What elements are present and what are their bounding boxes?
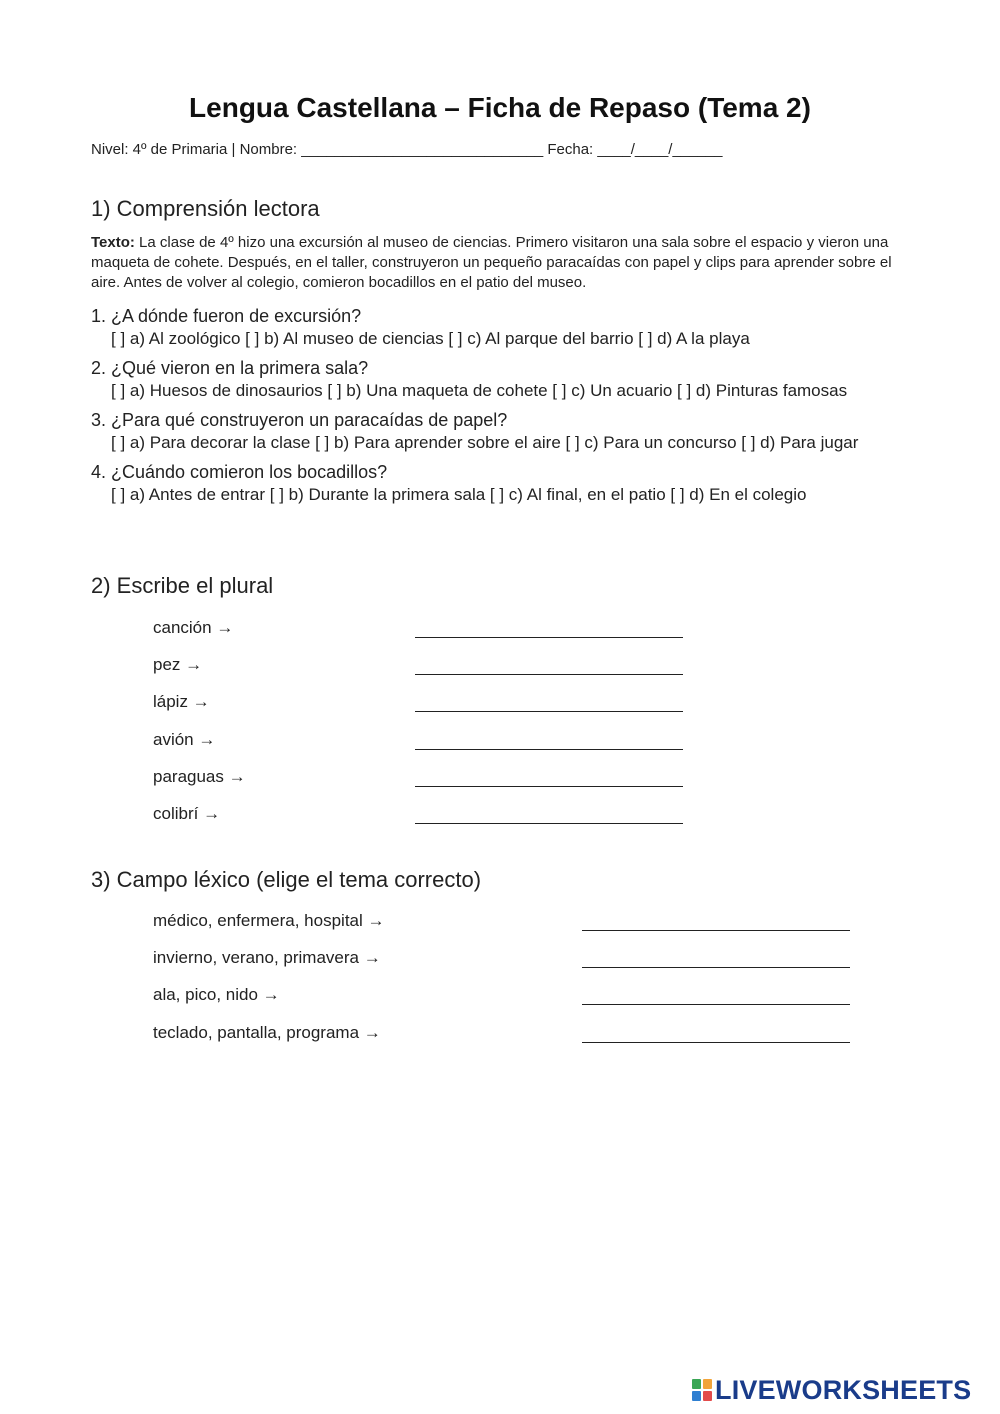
question-3-text: 3. ¿Para qué construyeron un paracaídas de papel? <box>91 410 508 430</box>
question-2 <box>91 357 921 403</box>
plural-word: colibrí → <box>153 803 221 823</box>
plural-word: lápiz → <box>153 692 210 712</box>
plural-word: canción → <box>153 618 234 637</box>
question-1-options[interactable]: [ ] a) Al zoológico [ ] b) Al museo de ciencias [ ] c) Al parque del barrio [ ] d) A la playa <box>111 329 750 348</box>
question-3-options[interactable]: [ ] a) Para decorar la clase [ ] b) Para aprender sobre el aire [ ] c) Para un concurso [ ] d) Para jugar <box>111 433 859 452</box>
lexico-answer-line[interactable] <box>582 910 850 931</box>
liveworksheets-logo <box>692 1376 971 1404</box>
lexico-words: invierno, verano, primavera → <box>153 948 381 968</box>
question-4-options[interactable]: [ ] a) Antes de entrar [ ] b) Durante la primera sala [ ] c) Al final, en el patio [ ] d) En el colegio <box>111 485 807 504</box>
question-1-text: 1. ¿A dónde fueron de excursión? <box>91 306 362 326</box>
reading-text <box>91 233 911 293</box>
lexico-answer-line[interactable] <box>582 1022 850 1043</box>
page-title: Lengua Castellana – Ficha de Repaso (Tema 2) <box>189 92 811 123</box>
question-4-text: 4. ¿Cuándo comieron los bocadillos? <box>91 462 388 482</box>
logo-text: LIVEWORKSHEETS <box>715 1374 972 1405</box>
question-1 <box>91 305 921 351</box>
plural-word: avión → <box>153 729 216 749</box>
logo-square-red <box>703 1391 712 1401</box>
lexico-answer-line[interactable] <box>582 984 850 1005</box>
plural-word: pez → <box>153 655 203 675</box>
question-2-options[interactable]: [ ] a) Huesos de dinosaurios [ ] b) Una maqueta de cohete [ ] c) Un acuario [ ] d) Pinturas famosas <box>111 381 848 400</box>
plural-answer-line[interactable] <box>415 691 683 712</box>
question-list <box>91 305 921 513</box>
logo-square-orange <box>703 1379 712 1389</box>
logo-square-blue <box>692 1391 701 1401</box>
lexico-words: teclado, pantalla, programa → <box>153 1022 381 1042</box>
plural-answer-line[interactable] <box>415 729 683 750</box>
reading-text-body: La clase de 4º hizo una excursión al museo de ciencias. Primero visitaron una sala sobre el espacio y vieron una maqueta de cohete. Después, en el taller, construyeron un pequeño paracaídas con papel y clips para aprender sobre el aire. Antes de volver al colegio, comieron bocadillos en el patio del museo. <box>91 234 892 291</box>
plural-answer-line[interactable] <box>415 766 683 787</box>
logo-square-green <box>692 1379 701 1389</box>
reading-text-label: Texto: <box>91 234 135 251</box>
lexico-words: ala, pico, nido → <box>153 985 280 1005</box>
section-2-title: 2) Escribe el plural <box>91 573 274 598</box>
plural-answer-line[interactable] <box>415 803 683 824</box>
question-3 <box>91 409 921 455</box>
lexico-answer-line[interactable] <box>582 947 850 968</box>
plural-word: paraguas → <box>153 766 246 786</box>
section-3-title: 3) Campo léxico (elige el tema correcto) <box>91 867 482 892</box>
student-info-line: Nivel: 4º de Primaria | Nombre: _____________________________ Fecha: ____/____/______ <box>91 141 723 158</box>
question-2-text: 2. ¿Qué vieron en la primera sala? <box>91 358 369 378</box>
question-4 <box>91 461 921 507</box>
lexico-words: médico, enfermera, hospital → <box>153 911 385 930</box>
plural-answer-line[interactable] <box>415 654 683 675</box>
section-1-title: 1) Comprensión lectora <box>91 196 320 221</box>
logo-icon <box>692 1379 712 1401</box>
plural-answer-line[interactable] <box>415 617 683 638</box>
